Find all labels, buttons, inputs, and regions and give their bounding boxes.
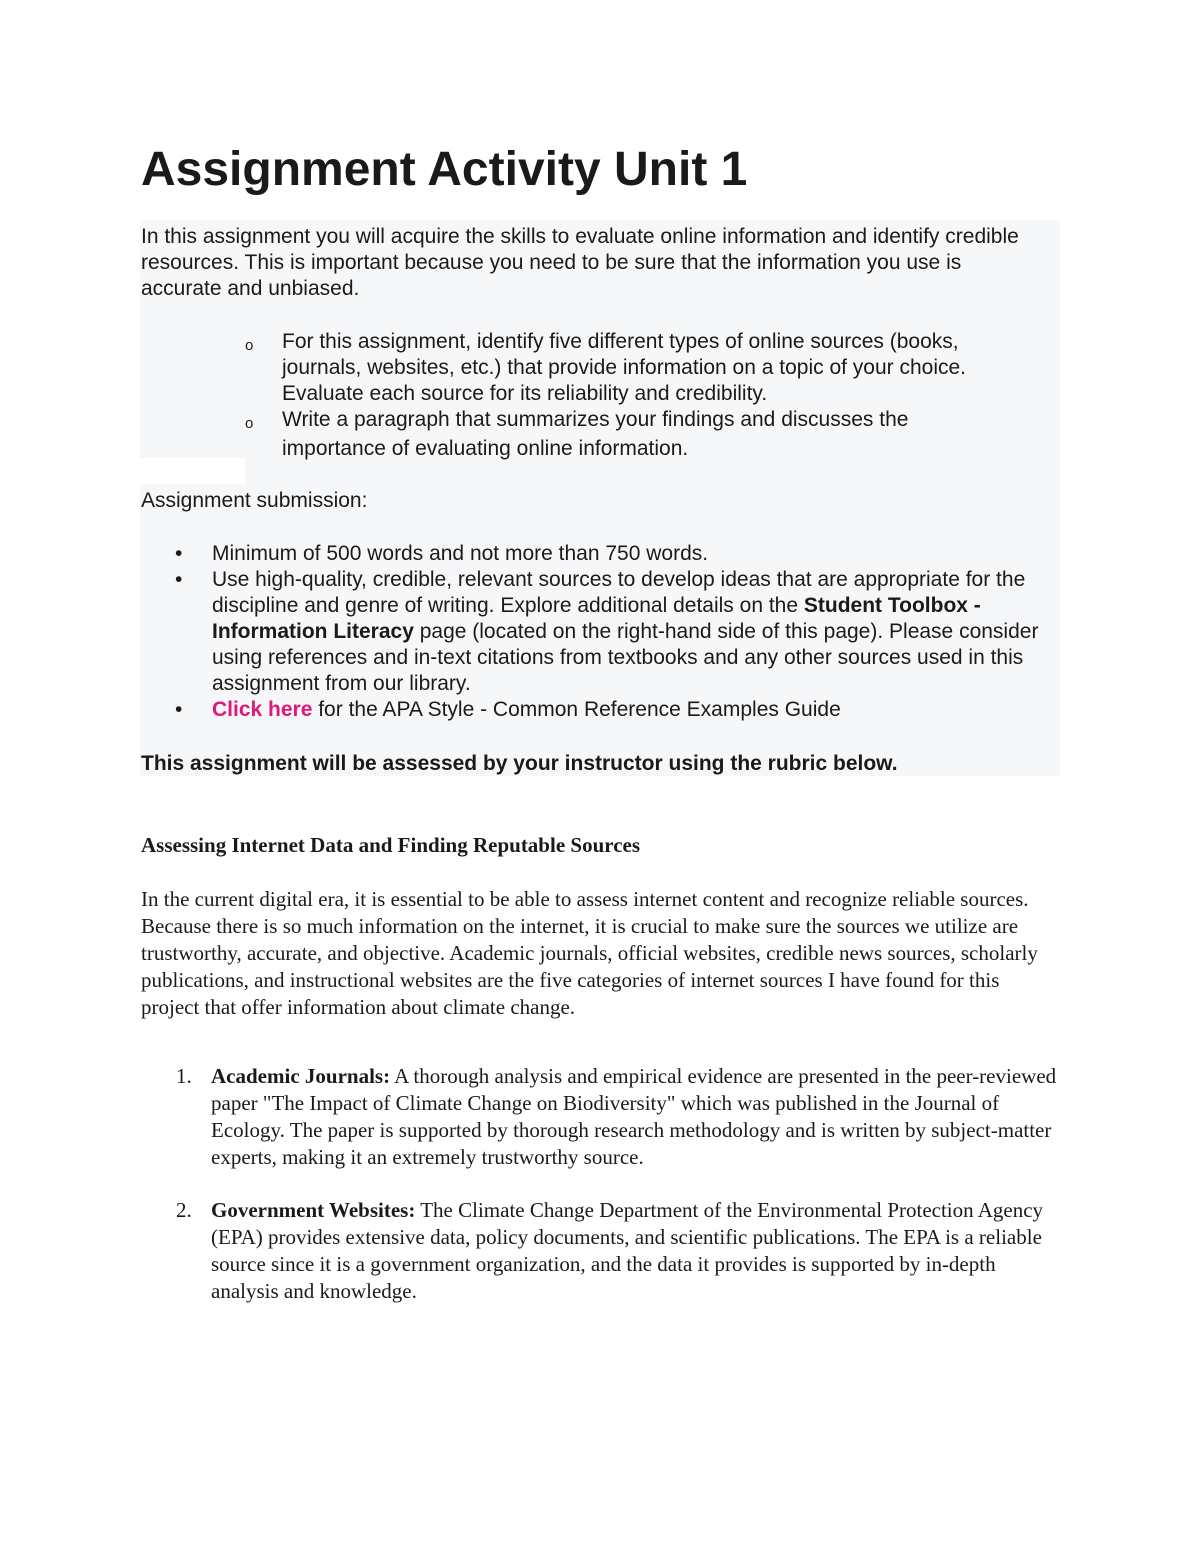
sub-bullet-text: Write a paragraph that summarizes your findings and discusses the [282, 408, 909, 431]
list-number: 2. [176, 1198, 192, 1222]
source-list-item [141, 1197, 1059, 1305]
page-title: Assignment Activity Unit 1 [141, 143, 748, 196]
student-toolbox-reference: Student Toolbox - Information Literacy [212, 594, 981, 643]
intro-paragraph: In this assignment you will acquire the skills to evaluate online information and identify credible resources. This is important because you need to be sure that the information you use is accurate and unbiased. [141, 225, 1019, 300]
list-number: 1. [176, 1064, 192, 1088]
panel-notch [140, 458, 245, 484]
sub-bullet-item [245, 329, 1035, 407]
sub-bullet-list [245, 329, 1035, 462]
source-description: The Climate Change Department of the Environmental Protection Agency (EPA) provides extensive data, policy documents, and scientific publications. The EPA is a reliable source since it is a government organization, and the data it provides is supported by in-depth analysis and knowledge. [211, 1198, 1044, 1303]
bullet-item [172, 541, 1052, 567]
bullet-text: Use high-quality, credible, relevant sources to develop ideas that are appropriate for the discipline and genre of writing. Explore additional details on the [212, 568, 1026, 617]
submission-bullet-list [172, 541, 1052, 723]
bullet-dot-icon: • [175, 698, 183, 721]
bullet-text: for the APA Style - Common Reference Examples Guide [312, 698, 841, 721]
source-description: A thorough analysis and empirical evidence are presented in the peer-reviewed paper "The Impact of Climate Change on Biodiversity" which was published in the Journal of Ecology. The paper is supported by thorough research methodology and is written by subject-matter experts, making it an extremely trustworthy source. [211, 1064, 1057, 1169]
section-heading: Assessing Internet Data and Finding Reputable Sources [141, 833, 641, 857]
source-label: Academic Journals: [211, 1064, 391, 1088]
submission-label: Assignment submission: [141, 489, 368, 512]
bullet-text: Minimum of 500 words and not more than 750 words. [212, 542, 709, 565]
source-list-item [141, 1063, 1059, 1171]
sub-bullet-item [245, 407, 1035, 462]
bullet-text-continued: page (located on the right-hand side of this page). Please consider using references and in-text citations from textbooks and any other sources used in this assignment from our library. [212, 620, 1039, 695]
rubric-note: This assignment will be assessed by your instructor using the rubric below. [141, 752, 898, 775]
source-label: Government Websites: [211, 1198, 416, 1222]
circle-bullet-icon: o [245, 415, 254, 432]
essay-paragraph: In the current digital era, it is essential to be able to assess internet content and recognize reliable sources. Because there is so much information on the internet, it is crucial to make sure the sources we utilize are trustworthy, accurate, and objective. Academic journals, official websites, credible news sources, scholarly publications, and instructional websites are the five categories of internet sources I have found for this project that offer information about climate change. [141, 887, 1038, 1019]
bullet-dot-icon: • [175, 542, 183, 565]
sub-bullet-text: For this assignment, identify five different types of online sources (books, journals, websites, etc.) that provide information on a topic of your choice. Evaluate each source for its reliability and credibility. [282, 330, 967, 405]
click-here-link[interactable]: Click here [212, 698, 313, 721]
circle-bullet-icon: o [245, 337, 254, 354]
source-list [141, 1063, 1059, 1305]
bullet-item [172, 697, 1052, 723]
bullet-dot-icon: • [175, 568, 183, 591]
sub-bullet-text-continued: importance of evaluating online information. [282, 437, 689, 460]
bullet-item [172, 567, 1052, 697]
